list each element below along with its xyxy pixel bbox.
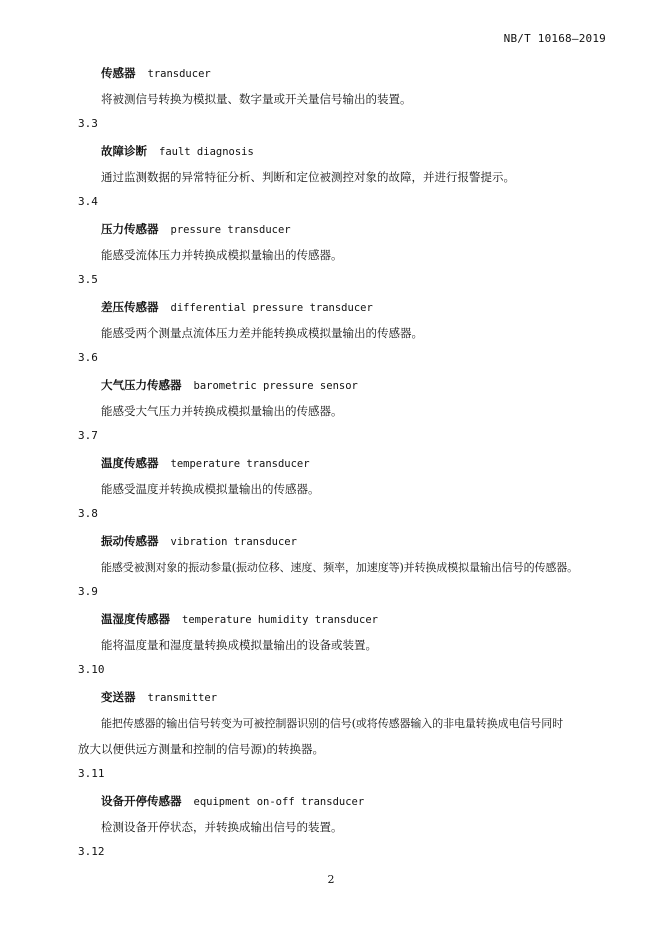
term-definition: 能感受两个测量点流体压力差并能转换成模拟量输出的传感器。 [101,326,423,340]
clause-number: 3.5 [78,273,98,286]
clause-number: 3.8 [78,507,98,520]
term-chinese: 变送器 [101,690,136,704]
term-english: fault diagnosis [159,146,254,158]
clause-number: 3.7 [78,429,98,442]
term-title [101,221,291,237]
term-definition: 能把传感器的输出信号转变为可被控制器识别的信号(或将传感器输入的非电量转换成电信号同时 [101,717,563,730]
term-title [101,65,211,81]
term-title [101,689,217,705]
term-title [101,377,358,393]
term-english: vibration transducer [170,536,297,548]
term-definition: 能感受温度并转换成模拟量输出的传感器。 [101,482,320,496]
clause-number: 3.11 [78,767,105,780]
term-chinese: 传感器 [101,66,136,80]
term-definition: 将被测信号转换为模拟量、数字量或开关量信号输出的装置。 [101,92,412,106]
term-chinese: 差压传感器 [101,300,159,314]
term-definition-continued: 放大以便供远方测量和控制的信号源)的转换器。 [78,742,324,756]
term-definition: 能将温度量和湿度量转换成模拟量输出的设备或装置。 [101,638,377,652]
term-definition: 能感受流体压力并转换成模拟量输出的传感器。 [101,248,343,262]
term-chinese: 温度传感器 [101,456,159,470]
term-english: temperature humidity transducer [182,614,378,626]
term-english: transmitter [147,692,218,704]
term-title [101,611,378,627]
term-chinese: 大气压力传感器 [101,378,182,392]
page-number: 2 [327,873,335,886]
clause-number: 3.10 [78,663,105,676]
term-english: temperature transducer [170,458,310,470]
term-english: differential pressure transducer [170,302,373,314]
clause-number: 3.12 [78,845,105,858]
term-definition: 通过监测数据的异常特征分析、判断和定位被测控对象的故障，并进行报警提示。 [101,170,515,184]
term-english: pressure transducer [170,224,291,236]
term-title [101,299,373,315]
term-definition: 能感受被测对象的振动参量(振动位移、速度、频率，加速度等)并转换成模拟量输出信号的传感器。 [101,561,579,574]
term-chinese: 温湿度传感器 [101,612,170,626]
clause-number: 3.4 [78,195,98,208]
term-definition: 检测设备开停状态，并转换成输出信号的装置。 [101,820,343,834]
term-chinese: 压力传感器 [101,222,159,236]
term-chinese: 振动传感器 [101,534,159,548]
term-title [101,455,310,471]
term-title [101,533,297,549]
term-chinese: 设备开停传感器 [101,794,182,808]
clause-number: 3.6 [78,351,98,364]
term-chinese: 故障诊断 [101,144,147,158]
term-title [101,143,254,159]
term-english: transducer [147,68,211,80]
clause-number: 3.9 [78,585,98,598]
document-id-header: NB/T 10168—2019 [503,32,606,45]
term-title [101,793,364,809]
term-english: barometric pressure sensor [193,380,358,392]
term-definition: 能感受大气压力并转换成模拟量输出的传感器。 [101,404,343,418]
term-english: equipment on-off transducer [193,796,365,808]
clause-number: 3.3 [78,117,98,130]
